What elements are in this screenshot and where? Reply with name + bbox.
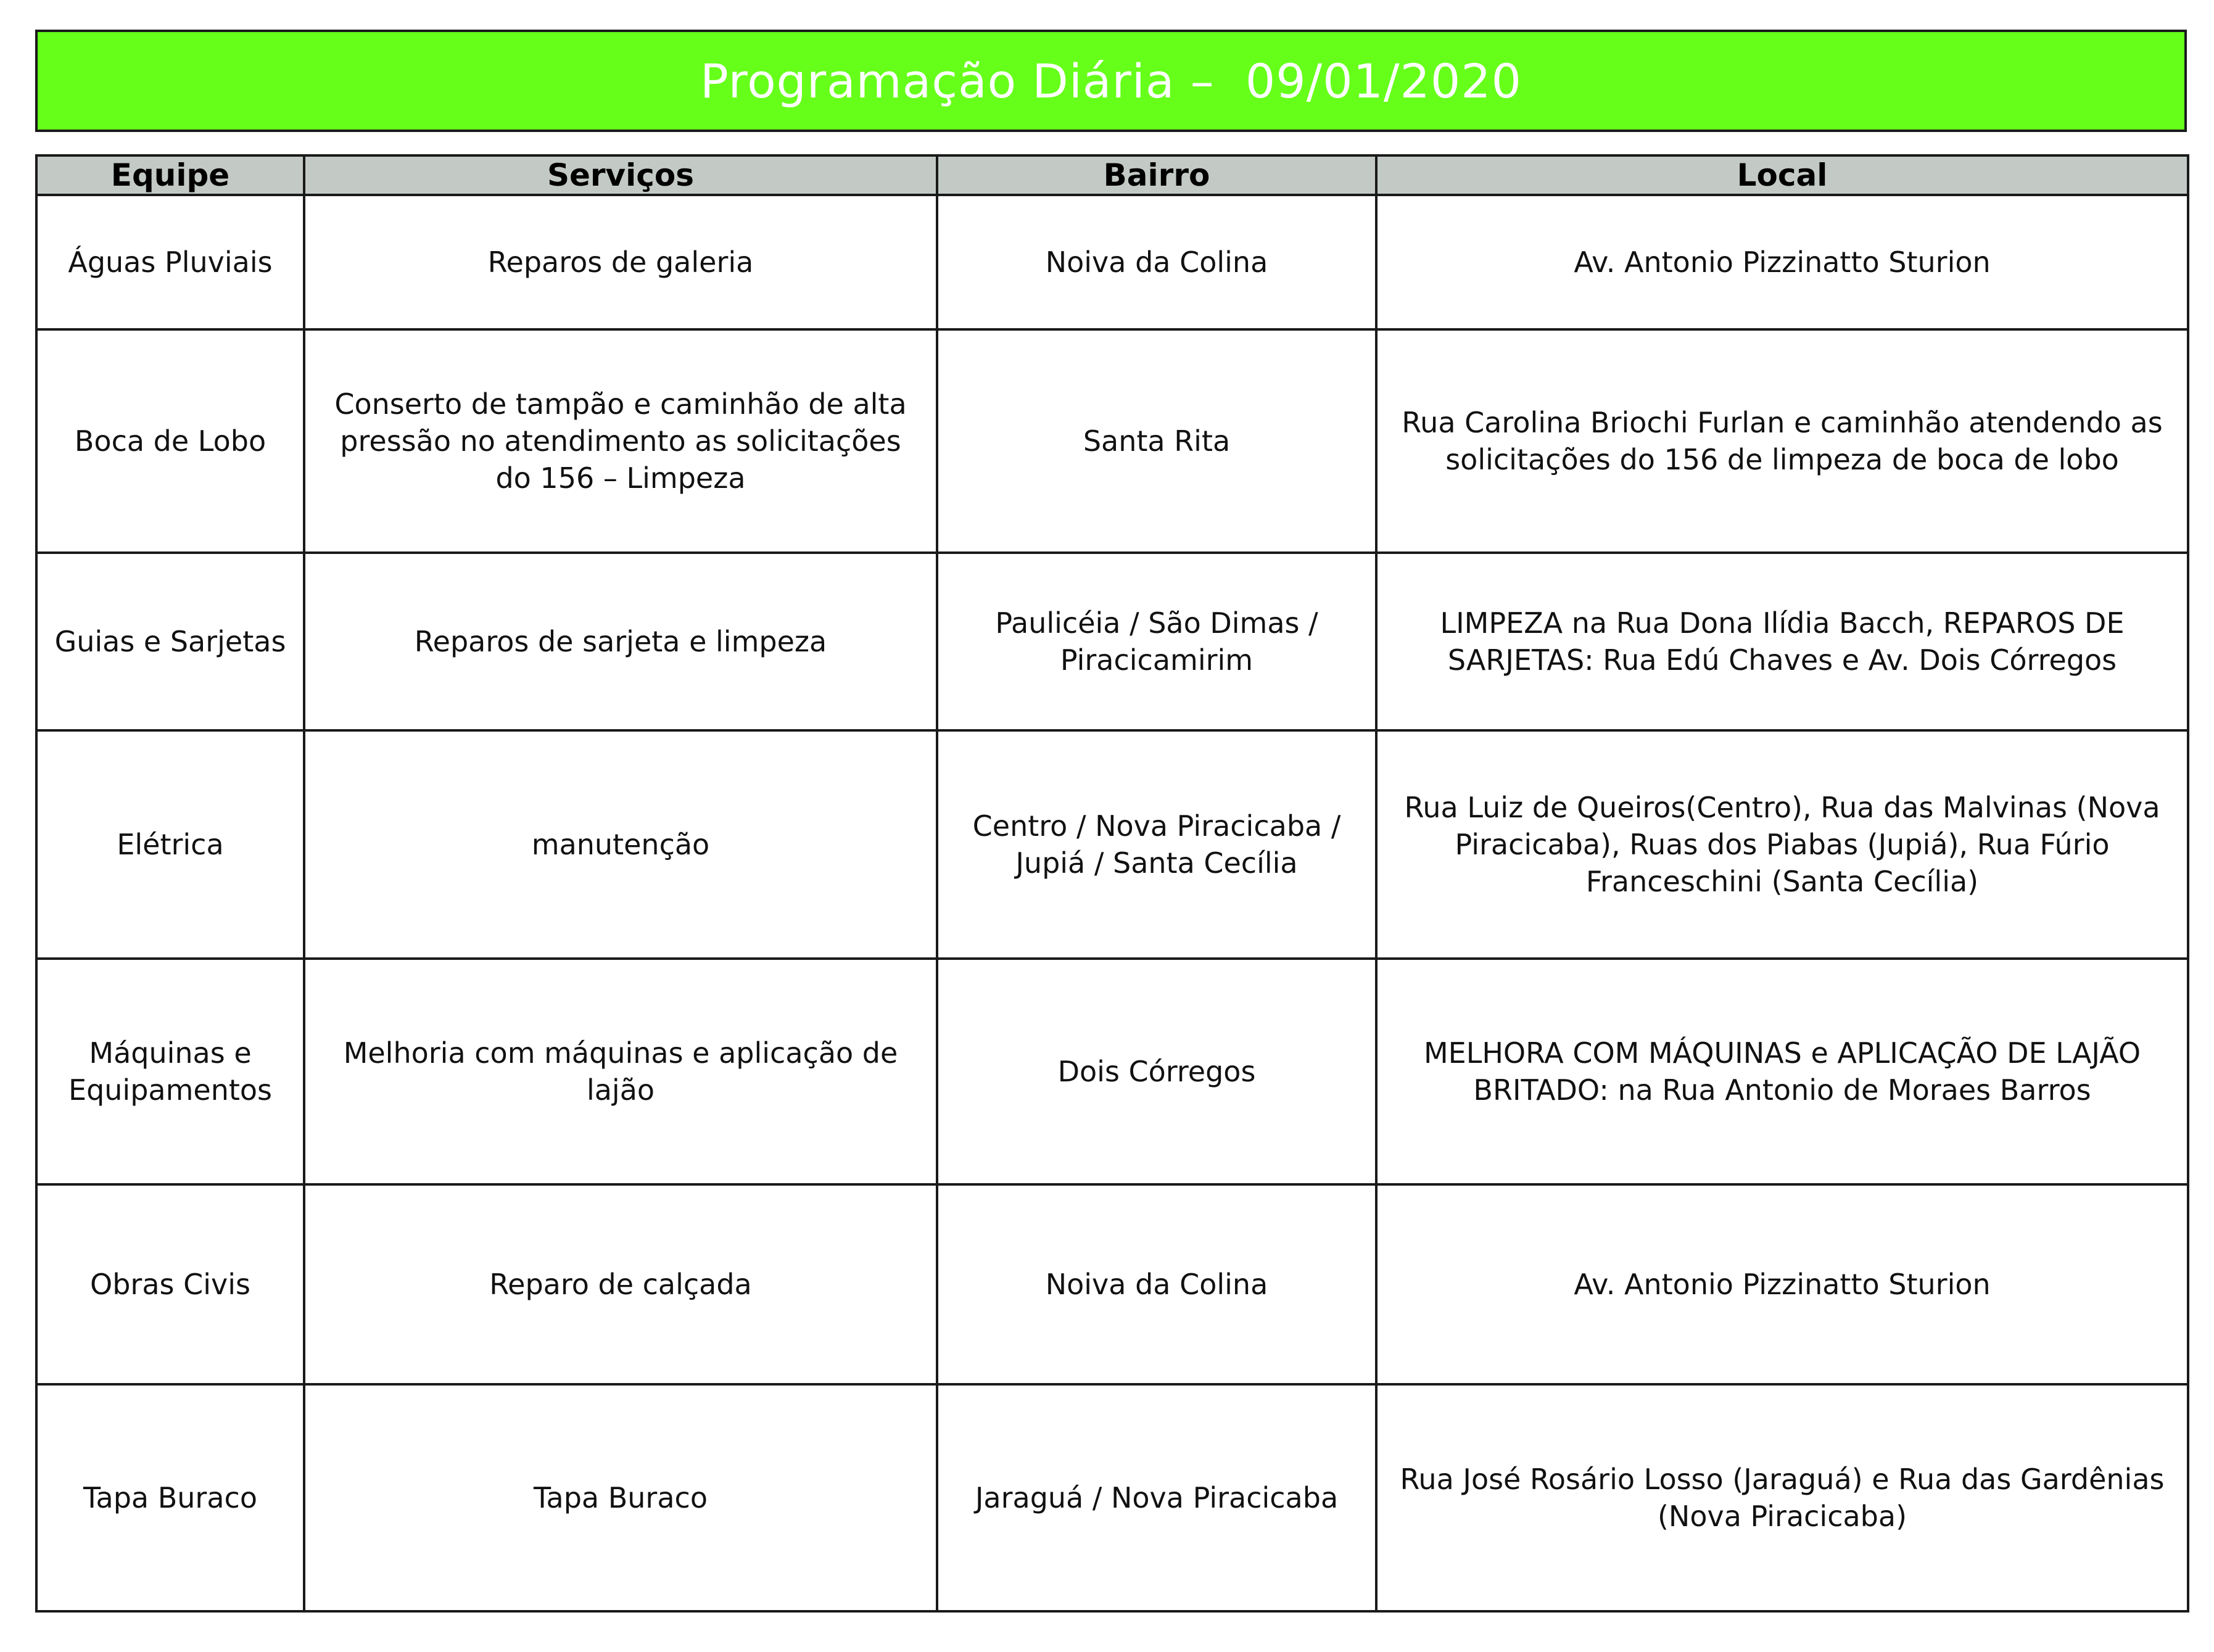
- cell-local: Rua Luiz de Queiros(Centro), Rua das Malvinas (Nova Piracicaba), Ruas dos Piabas (Jupiá), Rua Fúrio Franceschini (Santa Cecília): [1376, 730, 2188, 959]
- table-row: [36, 959, 2188, 1184]
- schedule-table: [35, 154, 2189, 1613]
- cell-local: Rua José Rosário Losso (Jaraguá) e Rua das Gardênias (Nova Piracicaba): [1376, 1384, 2188, 1611]
- cell-servicos: Melhoria com máquinas e aplicação de lajão: [304, 959, 937, 1184]
- cell-equipe: Obras Civis: [36, 1184, 304, 1384]
- table-row: [36, 730, 2188, 959]
- cell-servicos: Conserto de tampão e caminhão de alta pressão no atendimento as solicitações do 156 – Limpeza: [304, 329, 937, 553]
- table-row: [36, 195, 2188, 329]
- cell-bairro: Dois Córregos: [937, 959, 1376, 1184]
- header-row: [36, 155, 2188, 195]
- cell-equipe: Guias e Sarjetas: [36, 553, 304, 730]
- cell-servicos: Reparos de galeria: [304, 195, 937, 329]
- cell-equipe: Elétrica: [36, 730, 304, 959]
- cell-local: Rua Carolina Briochi Furlan e caminhão atendendo as solicitações do 156 de limpeza de boca de lobo: [1376, 329, 2188, 553]
- cell-servicos: manutenção: [304, 730, 937, 959]
- cell-bairro: Santa Rita: [937, 329, 1376, 553]
- header-equipe: Equipe: [36, 155, 304, 195]
- cell-local: MELHORA COM MÁQUINAS e APLICAÇÃO DE LAJÃO BRITADO: na Rua Antonio de Moraes Barros: [1376, 959, 2188, 1184]
- cell-local: LIMPEZA na Rua Dona Ilídia Bacch, REPAROS DE SARJETAS: Rua Edú Chaves e Av. Dois Córregos: [1376, 553, 2188, 730]
- cell-local: Av. Antonio Pizzinatto Sturion: [1376, 1184, 2188, 1384]
- cell-bairro: Jaraguá / Nova Piracicaba: [937, 1384, 1376, 1611]
- cell-equipe: Tapa Buraco: [36, 1384, 304, 1611]
- cell-equipe: Águas Pluviais: [36, 195, 304, 329]
- header-servicos: Serviços: [304, 155, 937, 195]
- title-banner: [35, 30, 2187, 132]
- cell-bairro: Centro / Nova Piracicaba / Jupiá / Santa Cecília: [937, 730, 1376, 959]
- cell-servicos: Reparos de sarjeta e limpeza: [304, 553, 937, 730]
- table-row: [36, 1384, 2188, 1611]
- page-title: Programação Diária – 09/01/2020: [700, 53, 1522, 109]
- table-row: [36, 1184, 2188, 1384]
- cell-local: Av. Antonio Pizzinatto Sturion: [1376, 195, 2188, 329]
- cell-equipe: Boca de Lobo: [36, 329, 304, 553]
- cell-bairro: Paulicéia / São Dimas / Piracicamirim: [937, 553, 1376, 730]
- header-local: Local: [1376, 155, 2188, 195]
- cell-equipe: Máquinas e Equipamentos: [36, 959, 304, 1184]
- table-row: [36, 329, 2188, 553]
- cell-servicos: Tapa Buraco: [304, 1384, 937, 1611]
- cell-servicos: Reparo de calçada: [304, 1184, 937, 1384]
- cell-bairro: Noiva da Colina: [937, 195, 1376, 329]
- cell-bairro: Noiva da Colina: [937, 1184, 1376, 1384]
- header-bairro: Bairro: [937, 155, 1376, 195]
- table-row: [36, 553, 2188, 730]
